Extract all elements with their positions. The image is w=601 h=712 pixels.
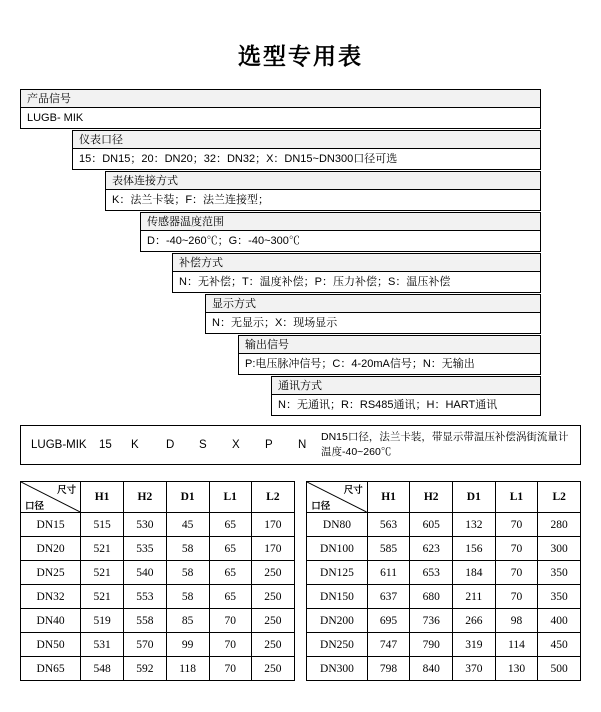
- cell-size: DN65: [21, 657, 81, 681]
- code-description: [321, 430, 568, 460]
- table-row: [307, 609, 581, 633]
- cell-d1: 319: [453, 633, 496, 657]
- cell-h1: 637: [367, 585, 410, 609]
- cell-l1: 130: [495, 657, 538, 681]
- cell-h1: 695: [367, 609, 410, 633]
- ladder-box-compensation: [172, 253, 541, 293]
- cell-l2: 350: [538, 561, 581, 585]
- cell-h2: 570: [123, 633, 166, 657]
- cell-l1: 70: [209, 633, 251, 657]
- cell-size: DN300: [307, 657, 368, 681]
- cell-h1: 521: [81, 585, 124, 609]
- cell-size: DN250: [307, 633, 368, 657]
- cell-h2: 592: [123, 657, 166, 681]
- cell-h1: 548: [81, 657, 124, 681]
- table-header-l1: L1: [209, 482, 251, 513]
- table-row: [307, 561, 581, 585]
- code-part-connection: K: [131, 439, 139, 451]
- cell-d1: 99: [166, 633, 209, 657]
- table-row: [21, 633, 295, 657]
- cell-h2: 736: [410, 609, 453, 633]
- ladder-box-output-signal: [238, 335, 541, 375]
- cell-size: DN80: [307, 513, 368, 537]
- table-header-d1: D1: [166, 482, 209, 513]
- table-header-row: [307, 482, 581, 513]
- table-corner-cell: [307, 482, 368, 513]
- cell-h1: 798: [367, 657, 410, 681]
- cell-l2: 300: [538, 537, 581, 561]
- code-part-temperature: D: [166, 439, 175, 451]
- ladder-body: N：无补偿；T：温度补偿；P：压力补偿；S：温压补偿: [179, 276, 451, 288]
- table-header-l2: L2: [251, 482, 294, 513]
- cell-d1: 58: [166, 561, 209, 585]
- code-part-display: X: [232, 439, 240, 451]
- code-part-caliber: 15: [99, 439, 112, 451]
- ladder-row: [20, 89, 581, 130]
- cell-h2: 840: [410, 657, 453, 681]
- ladder-box-sensor-temperature: [140, 212, 541, 252]
- cell-h2: 535: [123, 537, 166, 561]
- ladder-body: LUGB- MIK: [27, 112, 84, 124]
- table-header-h2: H2: [123, 482, 166, 513]
- cell-l2: 170: [251, 537, 294, 561]
- table-header-h2: H2: [410, 482, 453, 513]
- cell-d1: 58: [166, 537, 209, 561]
- cell-h2: 653: [410, 561, 453, 585]
- dimension-table-left: [20, 481, 295, 681]
- cell-l1: 70: [209, 609, 251, 633]
- cell-size: DN40: [21, 609, 81, 633]
- cell-size: DN50: [21, 633, 81, 657]
- cell-l1: 65: [209, 537, 251, 561]
- dimension-table-right: [306, 481, 581, 681]
- cell-h2: 553: [123, 585, 166, 609]
- cell-l1: 70: [495, 585, 538, 609]
- cell-d1: 184: [453, 561, 496, 585]
- ladder-row: [20, 130, 581, 171]
- table-row: [21, 609, 295, 633]
- cell-h1: 531: [81, 633, 124, 657]
- cell-l2: 250: [251, 657, 294, 681]
- cell-l2: 250: [251, 561, 294, 585]
- cell-h1: 585: [367, 537, 410, 561]
- cell-d1: 370: [453, 657, 496, 681]
- ladder-box-display: [205, 294, 541, 334]
- cell-d1: 45: [166, 513, 209, 537]
- ladder-head: 补偿方式: [173, 254, 540, 272]
- cell-d1: 266: [453, 609, 496, 633]
- code-part-output: P: [265, 439, 273, 451]
- cell-l1: 70: [495, 513, 538, 537]
- cell-h2: 680: [410, 585, 453, 609]
- cell-l2: 500: [538, 657, 581, 681]
- cell-h1: 521: [81, 561, 124, 585]
- cell-d1: 156: [453, 537, 496, 561]
- corner-label-caliber: 口径: [25, 502, 45, 512]
- corner-label-caliber: 口径: [311, 502, 331, 512]
- ladder-body: 15：DN15；20：DN20；32：DN32；X：DN15~DN300口径可选: [79, 153, 398, 165]
- cell-h2: 540: [123, 561, 166, 585]
- table-row: [21, 561, 295, 585]
- cell-h1: 747: [367, 633, 410, 657]
- code-part-compensation: S: [199, 439, 207, 451]
- ladder-head: 传感器温度范围: [141, 213, 540, 231]
- table-row: [307, 585, 581, 609]
- cell-l1: 70: [495, 537, 538, 561]
- table-row: [21, 537, 295, 561]
- ladder-head: 仪表口径: [73, 131, 540, 149]
- table-header-h1: H1: [367, 482, 410, 513]
- cell-size: DN15: [21, 513, 81, 537]
- table-row: [307, 633, 581, 657]
- cell-l2: 400: [538, 609, 581, 633]
- ladder-row: [20, 212, 581, 253]
- cell-h2: 558: [123, 609, 166, 633]
- table-row: [307, 657, 581, 681]
- ladder-head: 显示方式: [206, 295, 540, 313]
- ladder-body: N：无通讯；R：RS485通讯；H：HART通讯: [278, 399, 498, 411]
- cell-size: DN125: [307, 561, 368, 585]
- cell-l2: 250: [251, 633, 294, 657]
- cell-l2: 170: [251, 513, 294, 537]
- cell-h2: 605: [410, 513, 453, 537]
- ladder-head: 产品信号: [21, 90, 540, 108]
- cell-d1: 132: [453, 513, 496, 537]
- cell-l1: 65: [209, 585, 251, 609]
- cell-l2: 280: [538, 513, 581, 537]
- table-header-row: [21, 482, 295, 513]
- cell-h2: 790: [410, 633, 453, 657]
- cell-l2: 250: [251, 609, 294, 633]
- table-header-h1: H1: [81, 482, 124, 513]
- cell-h1: 515: [81, 513, 124, 537]
- cell-size: DN150: [307, 585, 368, 609]
- cell-l2: 250: [251, 585, 294, 609]
- document-page: [0, 38, 601, 712]
- table-row: [21, 513, 295, 537]
- cell-l1: 65: [209, 513, 251, 537]
- table-header-d1: D1: [453, 482, 496, 513]
- ladder-row: [20, 376, 581, 417]
- ladder-box-product-signal: [20, 89, 541, 129]
- cell-h1: 563: [367, 513, 410, 537]
- table-row: [307, 513, 581, 537]
- corner-label-dimension: 尺寸: [343, 486, 363, 496]
- cell-l2: 450: [538, 633, 581, 657]
- ladder-box-caliber: [72, 130, 541, 170]
- ladder-body: N：无显示；X：现场显示: [212, 317, 338, 329]
- ladder-box-body-connection: [105, 171, 541, 211]
- table-row: [307, 537, 581, 561]
- ladder-head: 通讯方式: [272, 377, 540, 395]
- ladder-row: [20, 294, 581, 335]
- code-part-model: LUGB-MIK: [31, 439, 87, 451]
- cell-h2: 530: [123, 513, 166, 537]
- cell-d1: 118: [166, 657, 209, 681]
- cell-h2: 623: [410, 537, 453, 561]
- ladder-head: 表体连接方式: [106, 172, 540, 190]
- ladder-row: [20, 253, 581, 294]
- page-title: 选型专用表: [238, 44, 363, 69]
- table-gap: [295, 481, 306, 681]
- cell-l1: 70: [209, 657, 251, 681]
- ladder-body: K：法兰卡装；F：法兰连接型；: [112, 194, 270, 206]
- cell-l2: 350: [538, 585, 581, 609]
- ladder-body: D：-40~260℃；G：-40~300℃: [147, 235, 300, 247]
- table-header-l1: L1: [495, 482, 538, 513]
- cell-h1: 611: [367, 561, 410, 585]
- table-corner-cell: [21, 482, 81, 513]
- ladder-head: 输出信号: [239, 336, 540, 354]
- ladder-body: P:电压脉冲信号；C：4-20mA信号；N：无输出: [245, 358, 475, 370]
- cell-size: DN25: [21, 561, 81, 585]
- cell-l1: 98: [495, 609, 538, 633]
- table-row: [21, 585, 295, 609]
- cell-size: DN20: [21, 537, 81, 561]
- model-code-row: [20, 425, 581, 465]
- cell-l1: 65: [209, 561, 251, 585]
- code-description-line1: DN15口径，法兰卡装，带显示带温压补偿涡街流量计: [321, 431, 569, 443]
- table-header-l2: L2: [538, 482, 581, 513]
- selection-ladder: [20, 89, 581, 417]
- cell-d1: 211: [453, 585, 496, 609]
- cell-size: DN200: [307, 609, 368, 633]
- code-description-line2: 温度-40~260℃: [321, 446, 392, 458]
- cell-d1: 58: [166, 585, 209, 609]
- ladder-row: [20, 335, 581, 376]
- cell-h1: 521: [81, 537, 124, 561]
- cell-l1: 70: [495, 561, 538, 585]
- ladder-box-communication: [271, 376, 541, 416]
- dimension-tables: [20, 481, 581, 681]
- cell-size: DN100: [307, 537, 368, 561]
- ladder-row: [20, 171, 581, 212]
- code-part-communication: N: [298, 439, 307, 451]
- corner-label-dimension: 尺寸: [57, 486, 77, 496]
- table-row: [21, 657, 295, 681]
- cell-d1: 85: [166, 609, 209, 633]
- cell-size: DN32: [21, 585, 81, 609]
- cell-l1: 114: [495, 633, 538, 657]
- cell-h1: 519: [81, 609, 124, 633]
